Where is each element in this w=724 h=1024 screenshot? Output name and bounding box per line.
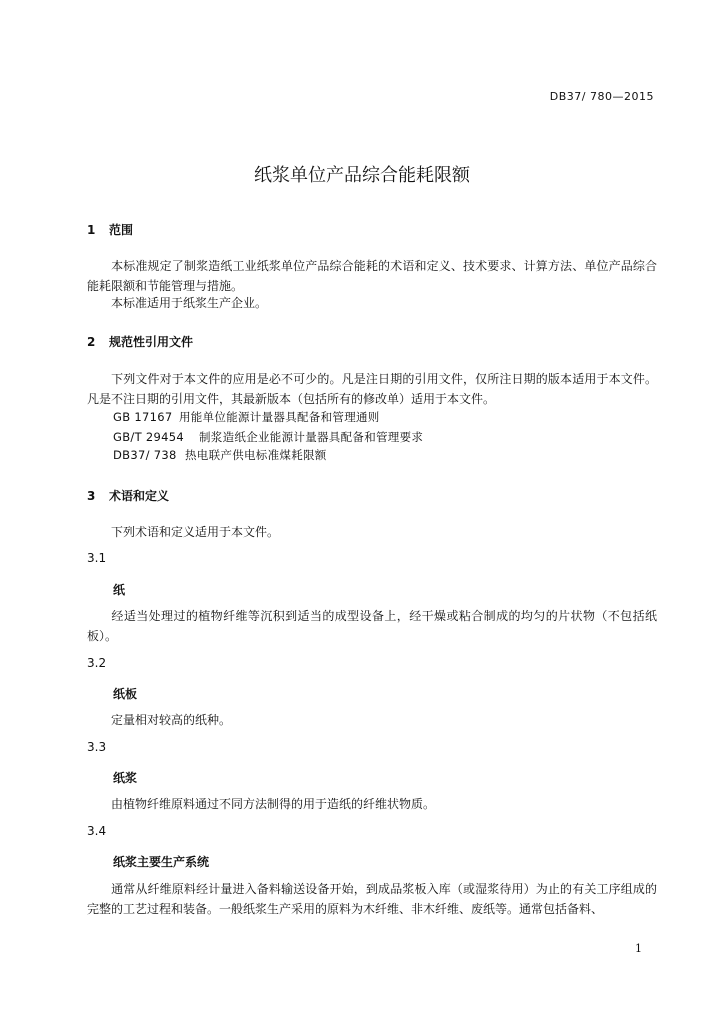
section-title: 术语和定义 <box>109 489 170 503</box>
term-definition <box>87 606 657 646</box>
reference-code: DB37/ 738 <box>113 448 177 462</box>
term-definition <box>87 879 657 919</box>
section-1-paragraph-1 <box>87 256 657 296</box>
section-number: 2 <box>87 335 96 349</box>
reference-item <box>113 409 380 425</box>
term-definition <box>87 794 657 814</box>
reference-name: 制浆造纸企业能源计量器具配备和管理要求 <box>199 430 424 444</box>
paragraph-text: 下列术语和定义适用于本文件。 <box>111 525 280 539</box>
page-number: 1 <box>635 942 642 955</box>
reference-item <box>113 429 423 445</box>
term-number: 3.1 <box>87 551 107 565</box>
reference-item <box>113 447 327 463</box>
term-number: 3.2 <box>87 656 107 670</box>
section-title: 范围 <box>109 223 134 237</box>
definition-text: 通常从纤维原料经计量进入备料输送设备开始，到成品浆板入库（或湿浆待用）为止的有关工序组成的完整的工艺过程和装备。一般纸浆生产采用的原料为木纤维、非木纤维、废纸等。通常包括备料、 <box>87 882 657 916</box>
paragraph-text: 下列文件对于本文件的应用是必不可少的。凡是注日期的引用文件，仅所注日期的版本适用于本文件。凡是不注日期的引用文件，其最新版本（包括所有的修改单）适用于本文件。 <box>87 372 657 406</box>
term-name: 纸板 <box>113 687 138 701</box>
paragraph-text: 本标准适用于纸浆生产企业。 <box>111 296 268 310</box>
reference-name: 热电联产供电标准煤耗限额 <box>185 448 327 462</box>
section-3-paragraph-1 <box>87 522 657 542</box>
section-2-heading <box>87 333 193 350</box>
term-name: 纸浆主要生产系统 <box>113 855 210 869</box>
section-2-paragraph-1 <box>87 369 657 409</box>
section-1-heading <box>87 221 133 238</box>
section-1-paragraph-2 <box>87 293 657 313</box>
term-number: 3.4 <box>87 824 107 838</box>
term-name: 纸浆 <box>113 771 138 785</box>
definition-text: 由植物纤维原料通过不同方法制得的用于造纸的纤维状物质。 <box>111 797 436 811</box>
section-number: 3 <box>87 489 96 503</box>
term-definition <box>87 710 657 730</box>
reference-code: GB 17167 <box>113 410 173 424</box>
term-name: 纸 <box>113 583 126 597</box>
page-title: 纸浆单位产品综合能耗限额 <box>254 165 470 186</box>
definition-text: 经适当处理过的植物纤维等沉积到适当的成型设备上，经干燥或粘合制成的均匀的片状物（不包括纸板）。 <box>87 609 657 643</box>
section-title: 规范性引用文件 <box>109 335 194 349</box>
definition-text: 定量相对较高的纸种。 <box>111 713 232 727</box>
section-number: 1 <box>87 223 96 237</box>
reference-code: GB/T 29454 <box>113 430 184 444</box>
paragraph-text: 本标准规定了制浆造纸工业纸浆单位产品综合能耗的术语和定义、技术要求、计算方法、单位产品综合能耗限额和节能管理与措施。 <box>87 259 657 293</box>
document-code: DB37/ 780—2015 <box>549 90 654 103</box>
term-number: 3.3 <box>87 740 107 754</box>
section-3-heading <box>87 487 169 504</box>
reference-name: 用能单位能源计量器具配备和管理通则 <box>179 410 380 424</box>
